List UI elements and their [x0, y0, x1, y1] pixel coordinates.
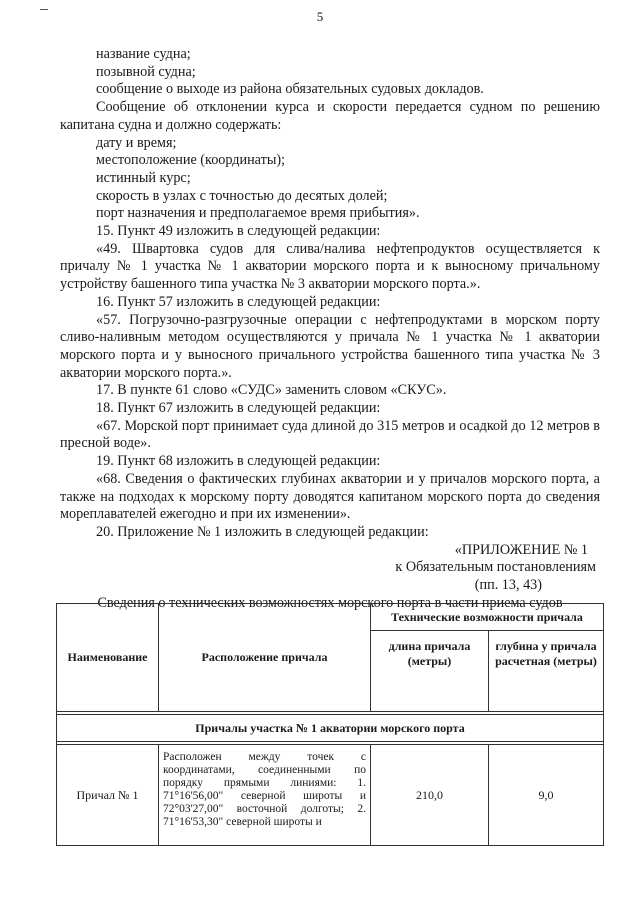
paragraph: порт назначения и предполагаемое время прибытия». — [96, 205, 420, 222]
paragraph-list — [60, 46, 600, 542]
berth-name: Причал № 1 — [57, 745, 159, 846]
table-title: Сведения о технических возможностях морского порта в части приема судов — [97, 594, 563, 611]
paragraph: 16. Пункт 57 изложить в следующей редакции: — [96, 293, 381, 310]
paragraph: позывной судна; — [96, 63, 196, 80]
paragraph: 17. В пункте 61 слово «СУДС» заменить словом «СКУС». — [96, 382, 447, 399]
paragraph: скорость в узлах с точностью до десятых долей; — [96, 187, 388, 204]
header-tech: Технические возможности причала — [371, 604, 604, 631]
paragraph: название судна; — [96, 46, 191, 62]
document-body — [60, 46, 600, 613]
berth-depth: 9,0 — [489, 745, 604, 846]
header-name: Наименование — [57, 604, 159, 712]
paragraph: «49. Швартовка судов для слива/налива нефтепродуктов осуществляется к причалу № 1 участка № 1 акватории морского порта и к выносному причальному устройству башенного типа участка № 3 акватории морского порта.». — [60, 240, 600, 293]
paragraph: 20. Приложение № 1 изложить в следующей редакции: — [96, 523, 429, 540]
appendix-title: «ПРИЛОЖЕНИЕ № 1 — [454, 541, 588, 558]
paragraph: сообщение о выходе из района обязательных судовых докладов. — [96, 81, 484, 98]
appendix-reference: к Обязательным постановлениям — [395, 559, 596, 576]
paragraph: истинный курс; — [96, 169, 191, 186]
table-header-row — [57, 604, 604, 631]
paragraph: 19. Пункт 68 изложить в следующей редакции: — [96, 453, 381, 470]
port-capabilities-table — [56, 603, 604, 846]
table-row — [57, 745, 604, 846]
paragraph: «68. Сведения о фактических глубинах акватории и у причалов морского порта, а также на подходах к морскому порту доводятся капитаном морского порта до сведения мореплавателей ежегодно и при их изменении». — [60, 470, 600, 523]
berth-length: 210,0 — [371, 745, 489, 846]
header-depth: глубина у причала расчетная (метры) — [489, 631, 604, 712]
appendix-header — [60, 542, 600, 595]
paragraph: «57. Погрузочно-разгрузочные операции с нефтепродуктами в морском порту сливо-наливным методом осуществляются у причала № 1 участка № 1 акватории морского порта и у выносного причального устройства башенного типа участка № 3 акватории морского порта.». — [60, 311, 600, 381]
paragraph: 18. Пункт 67 изложить в следующей редакции: — [96, 400, 381, 417]
header-length: длина причала (метры) — [371, 631, 489, 712]
table-section-row — [57, 715, 604, 742]
paragraph: «67. Морской порт принимает суда длиной до 315 метров и осадкой до 12 метров в пресной воде». — [60, 417, 600, 452]
paragraph: 15. Пункт 49 изложить в следующей редакции: — [96, 223, 381, 240]
paragraph: местоположение (координаты); — [96, 152, 286, 169]
paragraph: дату и время; — [96, 134, 177, 151]
page-number: 5 — [316, 9, 324, 24]
header-location: Расположение причала — [159, 604, 371, 712]
section-title: Причалы участка № 1 акватории морского порта — [57, 715, 604, 742]
appendix-paragraphs: (пп. 13, 43) — [474, 577, 542, 594]
berth-location: Расположен между точек с координатами, соединенными по порядку прямыми линиями: 1. 71°16'56,00" северной широты и 72°03'27,00" восточной долготы; 2. 71°16'53,30" северной широты и — [159, 745, 371, 846]
paragraph: Сообщение об отклонении курса и скорости передается судном по решению капитана судна и должно содержать: — [60, 99, 600, 133]
